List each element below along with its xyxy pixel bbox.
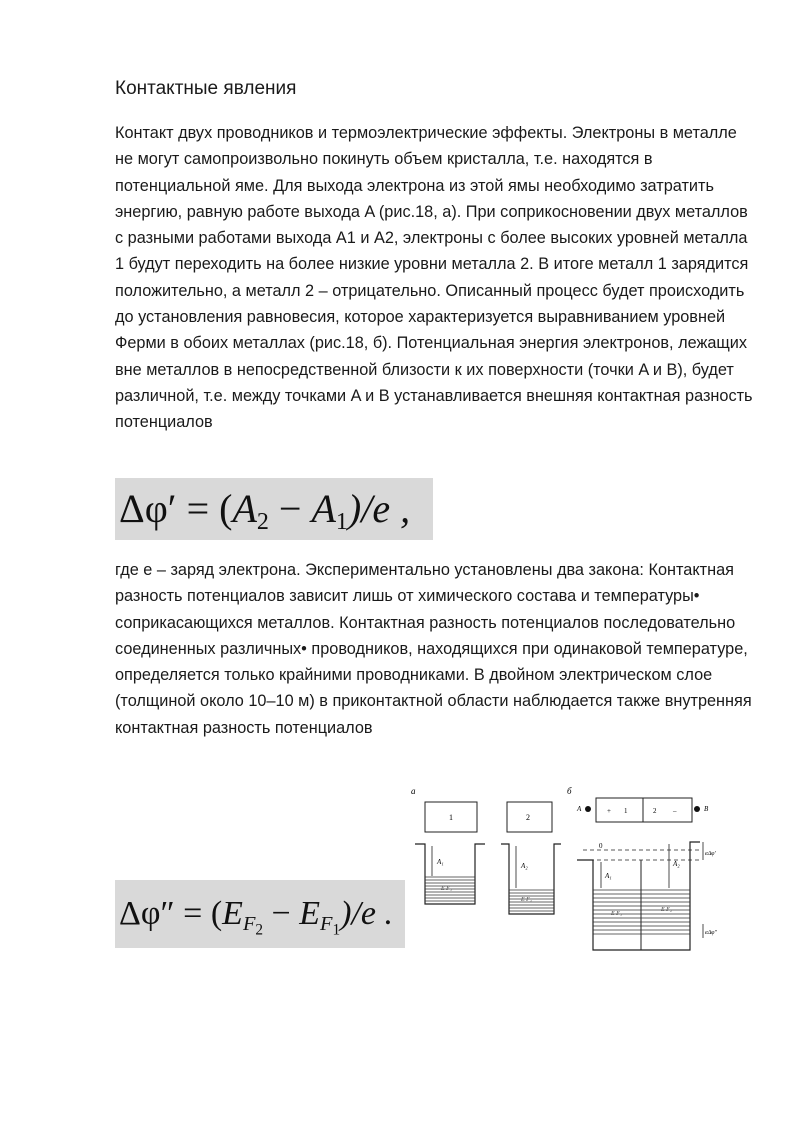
formula2-lhs: Δφ″ xyxy=(119,895,175,932)
formula1-rhs: )/e , xyxy=(347,486,411,531)
formula1-a2: A xyxy=(232,486,257,531)
edphi1-label: eΔφ′ xyxy=(705,851,716,857)
figure-energy-diagram xyxy=(405,780,735,960)
formula2-e2-sub xyxy=(242,913,264,939)
formula1-eq: = ( xyxy=(176,486,233,531)
formula1-a1: A xyxy=(311,486,336,531)
page-title: Контактные явления xyxy=(115,78,297,99)
figure-label-a: а xyxy=(411,786,416,796)
metal1-plus: + xyxy=(607,807,611,815)
paragraph-intro: Контакт двух проводников и термоэлектрические эффекты. Электроны в металле не могут самопроизвольно покинуть объем кристалла, т.е. находятся в потенциальной яме. Для выхода электрона из этой ямы необходимо затратить энергию, равную работе выхода A (рис.18, а). При соприкосновении двух металлов с разными работами выхода A1 и A2, электроны с более высоких уровней металла 1 будут переходить на более низкие уровни металла 2. В итоге металл 1 зарядится положительно, а металл 2 – отрицательно. Описанный процесс будет происходить до установления равновесия, которое характеризуется выравниванием уровней Ферми в обоих металлах (рис.18, б). Потенциальная энергия электронов, лежащих вне металлов в непосредственной близости к их поверхности (точки A и B), будет различной, т.е. между точками A и B устанавливается внешняя контактная разность потенциалов xyxy=(115,124,753,432)
point-b-dot xyxy=(694,806,700,812)
formula2-e1: E xyxy=(299,895,321,932)
well2-a2-label: A₂ xyxy=(521,862,528,870)
joined-ef2-label: E F₂ xyxy=(661,907,672,913)
paragraph-laws: где e – заряд электрона. Экспериментально установлены два закона: Контактная разность потенциалов зависит лишь от химического состава и температуры• соприкасающихся металлов. Контактная разность потенциалов последовательно соединенных различных• проводников, находящихся при одинаковой температуре, определяется только крайними проводниками. В двойном электрическом слое (толщиной около 10–10 м) в приконтактной области наблюдается также внутренняя контактная разность потенциалов xyxy=(115,561,752,737)
joined-a1-label: A₁ xyxy=(605,872,612,880)
formula1-a2-sub: 2 xyxy=(256,509,269,536)
metal2-label-b: 2 xyxy=(653,807,657,815)
point-a-dot xyxy=(585,806,591,812)
well2-ef-label: E F₂ xyxy=(521,897,532,903)
figure-label-b: б xyxy=(567,786,572,796)
formula2-e2: E xyxy=(222,895,243,932)
metal1-label-b: 1 xyxy=(624,807,628,815)
formula2-e2-sub-f: F xyxy=(242,913,256,936)
formula2-e2-subsub: 2 xyxy=(255,921,264,939)
well2-outline xyxy=(501,844,561,914)
metal2-label: 2 xyxy=(526,813,530,822)
formula2-e1-subsub: 1 xyxy=(332,921,341,939)
formula-internal-contact-potential xyxy=(115,880,405,948)
formula1-minus: − xyxy=(268,486,312,531)
formula1-a1-sub: 1 xyxy=(335,509,348,536)
formula2-minus: − xyxy=(263,895,300,932)
formula1-lhs: Δφ′ xyxy=(119,486,177,531)
well1-ef-label: E F₁ xyxy=(441,886,452,892)
metal1-label: 1 xyxy=(449,813,453,822)
formula-external-contact-potential xyxy=(115,478,433,540)
point-a-label: A xyxy=(577,805,582,813)
well1-a1-label: A₁ xyxy=(437,858,444,866)
point-b-label: B xyxy=(704,805,709,813)
zero-level-label: 0 xyxy=(599,842,603,850)
formula2-rhs: )/e . xyxy=(340,895,393,932)
joined-a2-label: A₂ xyxy=(673,860,680,868)
metal2-minus: – xyxy=(673,807,677,815)
formula2-e1-sub xyxy=(320,913,341,939)
formula2-eq: = ( xyxy=(174,895,223,932)
formula2-e1-sub-f: F xyxy=(320,913,333,936)
edphi2-label: eΔφ″ xyxy=(705,930,718,936)
joined-ef1-label: E F₁ xyxy=(611,911,622,917)
